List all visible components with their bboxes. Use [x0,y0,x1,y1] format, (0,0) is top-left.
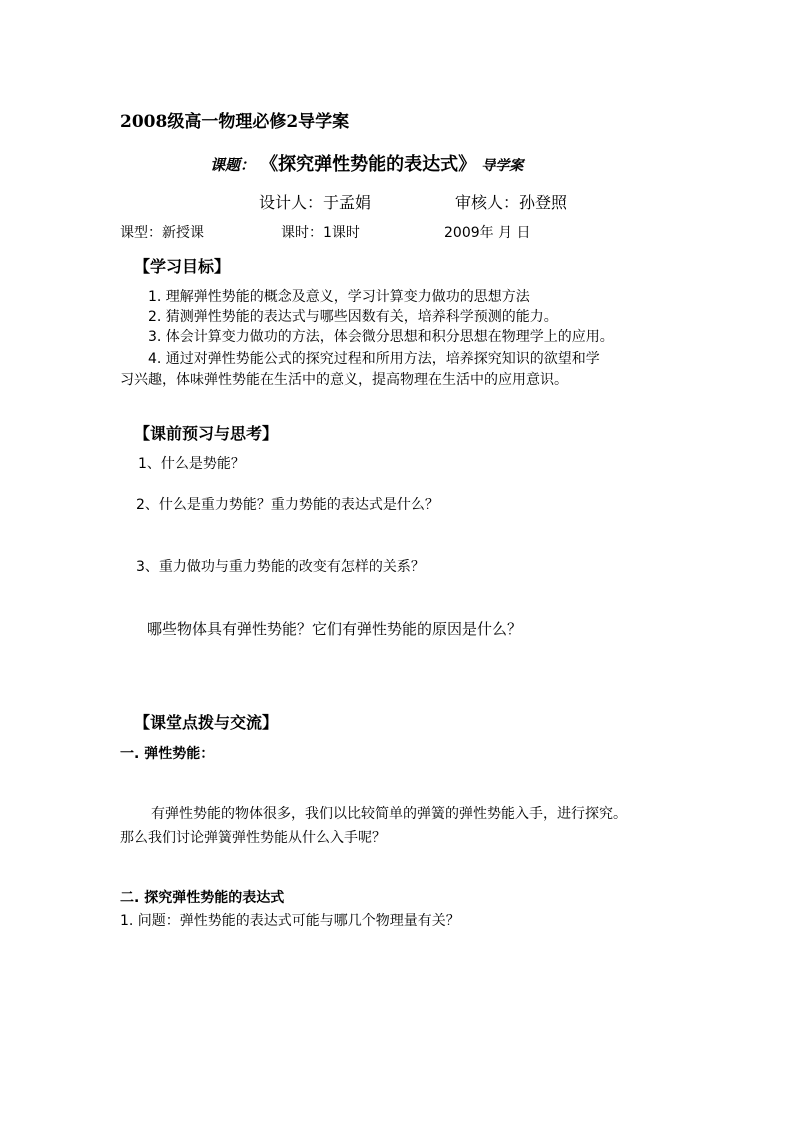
classroom-heading: 【课堂点拨与交流】 [134,713,279,732]
lesson-type: 课型：新授课 [120,225,204,241]
preview-question-3: 3、重力做功与重力势能的改变有怎样的关系？ [136,559,425,575]
section-2-question-1: 1. 问题：弹性势能的表达式可能与哪几个物理量有关？ [120,913,460,929]
objective-item: 3. 体会计算变力做功的方法，体会微分思想和积分思想在物理学上的应用。 [148,329,614,345]
preview-question-1: 1、什么是势能？ [138,456,245,472]
date: 2009年 月 日 [444,225,531,241]
topic-title: 《探究弹性势能的表达式》 [260,154,477,175]
objective-item: 4. 通过对弹性势能公式的探究过程和所用方法，培养探究知识的欲望和学 [148,351,600,367]
reviewer: 审核人：孙登照 [455,193,568,212]
topic-prefix: 课题： [210,156,256,174]
topic-suffix: 导学案 [481,158,524,174]
topic-line [210,150,523,176]
objectives-heading: 【学习目标】 [134,257,231,276]
objective-item: 1. 理解弹性势能的概念及意义，学习计算变力做功的思想方法 [148,289,530,305]
preview-question-4: 哪些物体具有弹性势能？它们有弹性势能的原因是什么？ [147,620,523,638]
objective-item: 2. 猜测弹性势能的表达式与哪些因数有关，培养科学预测的能力。 [148,309,558,325]
section-1-text: 有弹性势能的物体很多，我们以比较简单的弹簧的弹性势能入手，进行探究。 [151,806,627,822]
preview-question-2: 2、什么是重力势能？重力势能的表达式是什么？ [136,497,439,513]
objective-item-continued: 习兴趣，体味弹性势能在生活中的意义，提高物理在生活中的应用意识。 [120,372,568,388]
section-1-title: 一. 弹性势能： [120,746,215,762]
lesson-hours: 课时：1课时 [281,225,360,241]
section-2-title: 二. 探究弹性势能的表达式 [120,890,285,906]
preview-heading: 【课前预习与思考】 [134,424,279,443]
designer: 设计人：于孟娟 [259,193,372,212]
section-1-text-continued: 那么我们讨论弹簧弹性势能从什么入手呢？ [120,830,386,846]
document-title: 2008级高一物理必修2导学案 [120,112,350,132]
